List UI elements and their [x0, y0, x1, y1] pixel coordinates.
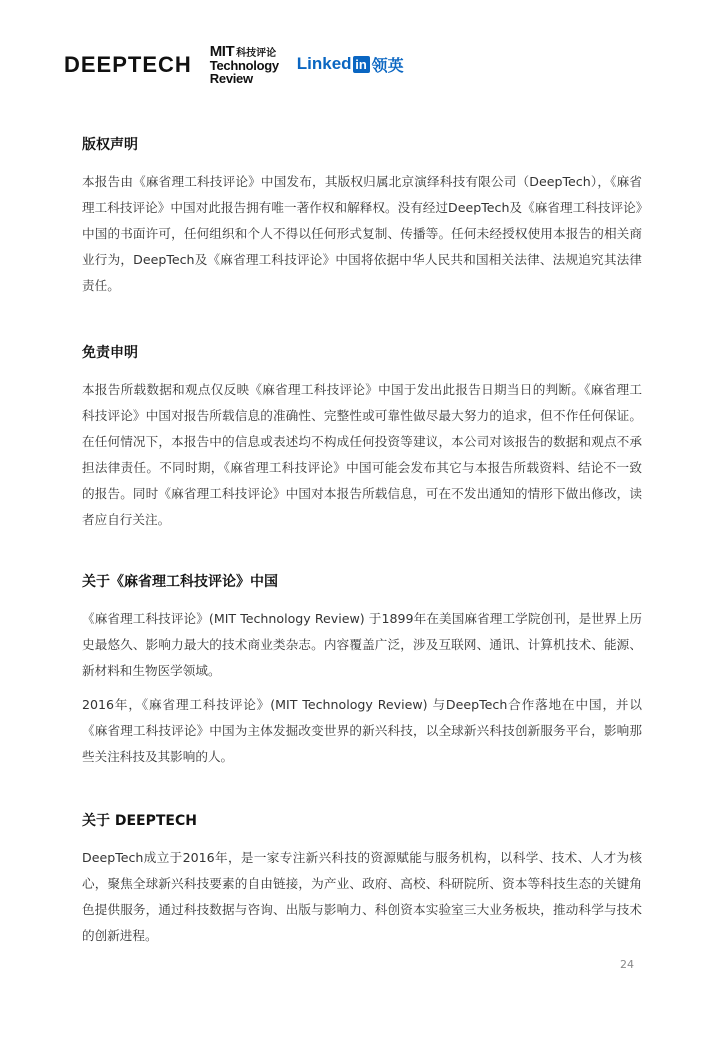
page-number: 24	[620, 958, 634, 971]
section-body: 本报告所载数据和观点仅反映《麻省理工科技评论》中国于发出此报告日期当日的判断。《麻省理工科技评论》中国对报告所载信息的准确性、完整性或可靠性做尽最大努力的追求，但不作任何保证。在任何情况下，本报告中的信息或表述均不构成任何投资等建议，本公司对该报告的数据和观点不承担法律责任。不同时期，《麻省理工科技评论》中国可能会发布其它与本报告所载资料、结论不一致的报告。同时《麻省理工科技评论》中国对本报告所载信息，可在不发出通知的情形下做出修改，读者应自行关注。	[82, 382, 642, 527]
about-deeptech-section	[82, 808, 642, 949]
section-body: DeepTech成立于2016年，是一家专注新兴科技的资源赋能与服务机构，以科学、技术、人才为核心，聚焦全球新兴科技要素的自由链接，为产业、政府、高校、科研院所、资本等科技生态的关键角色提供服务，通过科技数据与咨询、出版与影响力、科创资本实验室三大业务板块，推动科学与技术的创新进程。	[82, 850, 642, 943]
section-title: 关于《麻省理工科技评论》中国	[82, 574, 278, 590]
section-paragraph: 《麻省理工科技评论》(MIT Technology Review) 于1899年在美国麻省理工学院创刊，是世界上历史最悠久、影响力最大的技术商业类杂志。内容覆盖广泛，涉及互联网、通讯、计算机技术、能源、新材料和生物医学领域。	[82, 611, 642, 678]
section-body: 本报告由《麻省理工科技评论》中国发布，其版权归属北京演绎科技有限公司（DeepTech），《麻省理工科技评论》中国对此报告拥有唯一著作权和解释权。没有经过DeepTech及《麻省理工科技评论》中国的书面许可，任何组织和个人不得以任何形式复制、传播等。任何未经授权使用本报告的相关商业行为，DeepTech及《麻省理工科技评论》中国将依据中华人民共和国相关法律、法规追究其法律责任。	[82, 174, 642, 293]
linkedin-in-icon: in	[353, 56, 370, 73]
section-title: 版权声明	[82, 137, 138, 153]
section-title: 免责申明	[82, 345, 138, 361]
copyright-section	[82, 132, 642, 299]
section-title: 关于 DEEPTECH	[82, 813, 197, 829]
linkedin-logo	[297, 53, 404, 76]
header-logos	[64, 42, 404, 86]
mit-technology-review-logo	[210, 44, 279, 85]
linkedin-logo-cn: 领英	[371, 55, 404, 75]
section-paragraph: 2016年，《麻省理工科技评论》(MIT Technology Review) 与DeepTech合作落地在中国，并以《麻省理工科技评论》中国为主体发掘改变世界的新兴科技，以全球新兴科技创新服务平台，影响那些关注科技及其影响的人。	[82, 697, 642, 764]
mit-logo-text: MIT	[209, 42, 235, 60]
mit-logo-review: Review	[209, 70, 253, 86]
mit-logo-cn: 科技评论	[236, 47, 277, 59]
deeptech-logo: DEEPTECH	[64, 52, 192, 77]
disclaimer-section	[82, 340, 642, 533]
about-mit-section	[82, 569, 642, 770]
linkedin-logo-text: Linked	[296, 54, 352, 73]
mit-logo-technology: Technology	[209, 57, 279, 73]
